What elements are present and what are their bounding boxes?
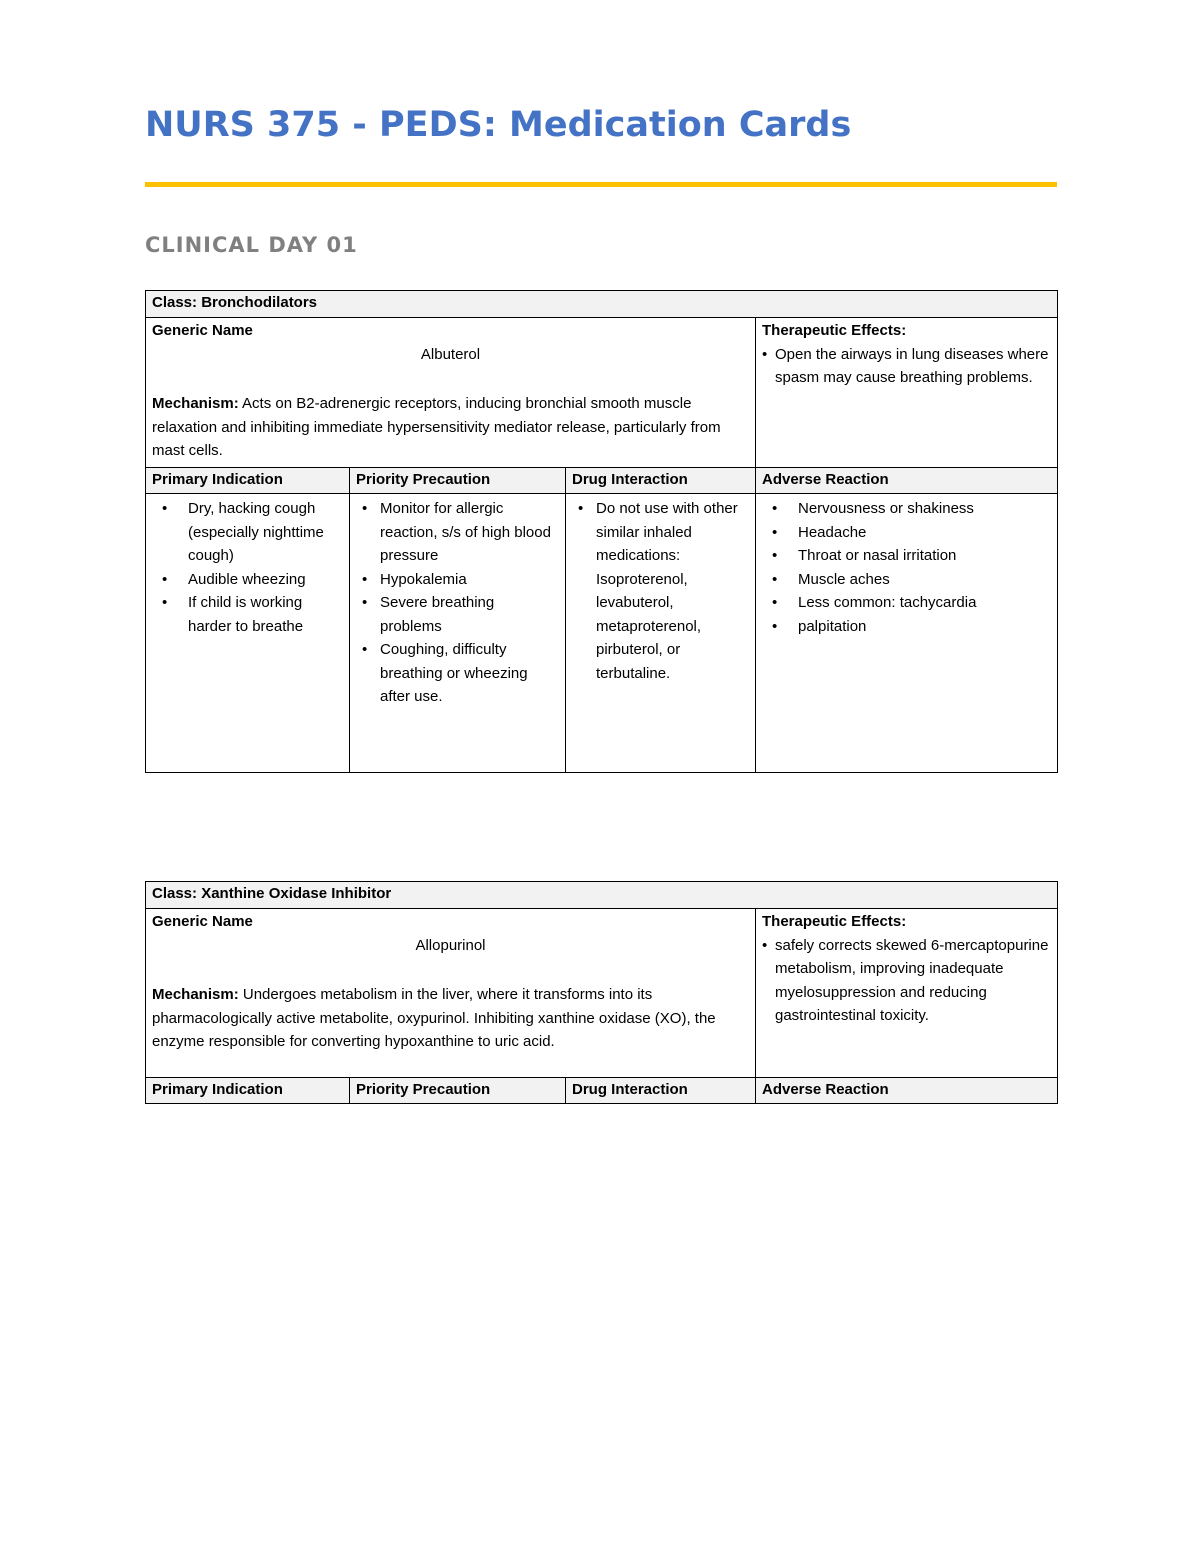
column-header-drug-interaction: Drug Interaction [566,1078,756,1104]
bullet-icon: • [762,345,768,363]
medication-card-bronchodilators [145,290,1058,773]
therapeutic-effects-list [762,934,1051,1028]
bullet-item [356,497,559,568]
page-title: NURS 375 - PEDS: Medication Cards [145,105,852,145]
bullet-icon: • [362,641,368,658]
bullet-icon: • [762,936,768,954]
bullet-text: Coughing, difficulty breathing or wheezing after use. [380,641,528,705]
bullet-item [152,497,343,568]
bullet-text: Do not use with other similar inhaled medications: Isoproterenol, levabuterol, metaproterenol, pirbuterol, or terbutaline. [596,500,738,682]
therapeutic-effects-label: Therapeutic Effects: [762,322,907,339]
therapeutic-effects-cell [756,318,1058,468]
bullet-text: palpitation [798,617,867,635]
bullet-item [572,497,749,685]
priority-precaution-cell [350,494,566,773]
table-row [146,909,1058,1078]
bullet-text: Headache [798,523,867,541]
bullet-icon: • [772,594,778,611]
column-header-drug-interaction: Drug Interaction [566,468,756,494]
generic-name-cell [146,318,756,468]
bullet-item [762,497,1051,521]
mechanism-paragraph [152,392,749,463]
bullet-item [152,568,343,592]
bullet-item [762,544,1051,568]
bullet-icon: • [578,500,584,517]
bullet-text: safely corrects skewed 6-mercaptopurine metabolism, improving inadequate myelosuppression and reducing gastrointestinal toxicity. [775,936,1049,1024]
drug-name: Albuterol [420,345,481,363]
mechanism-label: Mechanism: [152,986,239,1003]
bullet-text: Open the airways in lung diseases where spasm may cause breathing problems. [775,345,1049,386]
mechanism-label: Mechanism: [152,395,239,412]
bullet-icon: • [772,547,778,564]
spacer [152,366,749,392]
bullet-text: Dry, hacking cough (especially nighttime cough) [188,500,324,564]
mechanism-text: Undergoes metabolism in the liver, where it transforms into its pharmacologically active metabolite, oxypurinol. Inhibiting xanthine oxidase (XO), the enzyme responsible for converting hypoxanthine to uric acid. [152,986,716,1050]
bullet-icon: • [772,617,778,635]
priority-precaution-list [356,495,559,709]
generic-name-label: Generic Name [152,322,253,339]
bullet-icon: • [162,594,168,611]
adverse-reaction-list [762,495,1051,638]
bullet-item [762,521,1051,545]
therapeutic-effects-list [762,343,1051,390]
table-row [146,882,1058,909]
spacer [152,957,749,983]
therapeutic-effects-cell [756,909,1058,1078]
column-header-priority-precaution: Priority Precaution [350,468,566,494]
table-row [146,494,1058,773]
medication-card-xanthine-oxidase-inhibitor [145,881,1058,1104]
bullet-text: Severe breathing problems [380,594,495,635]
drug-interaction-cell [566,494,756,773]
bullet-text: If child is working harder to breathe [188,594,304,635]
drug-interaction-list [572,495,749,685]
class-label: Class: Xanthine Oxidase Inhibitor [146,882,1058,909]
generic-name-label: Generic Name [152,913,253,930]
section-heading: CLINICAL DAY 01 [145,233,358,257]
bullet-item [152,591,343,638]
bullet-icon: • [162,500,168,517]
bullet-text: Less common: tachycardia [798,594,977,611]
bullet-text: Nervousness or shakiness [798,500,974,517]
bullet-icon: • [772,570,778,588]
bullet-icon: • [362,500,368,517]
bullet-text: Hypokalemia [380,570,467,588]
bullet-text: Monitor for allergic reaction, s/s of high blood pressure [380,500,551,564]
column-header-adverse-reaction: Adverse Reaction [756,1078,1058,1104]
table-row [146,1078,1058,1104]
bullet-item [762,568,1051,592]
bullet-text: Muscle aches [798,570,890,588]
column-header-adverse-reaction: Adverse Reaction [756,468,1058,494]
bullet-icon: • [772,523,778,541]
bullet-item [762,343,1051,390]
adverse-reaction-cell [756,494,1058,773]
bullet-item [762,591,1051,615]
mechanism-paragraph [152,983,749,1054]
primary-indication-list [152,495,343,638]
column-header-priority-precaution: Priority Precaution [350,1078,566,1104]
bullet-icon: • [362,570,368,588]
bullet-item [356,591,559,638]
bullet-item [356,568,559,592]
class-label: Class: Bronchodilators [146,291,1058,318]
column-header-primary-indication: Primary Indication [146,1078,350,1104]
bullet-item [356,638,559,709]
primary-indication-cell [146,494,350,773]
mechanism-text: Acts on B2-adrenergic receptors, inducing bronchial smooth muscle relaxation and inhibiting immediate hypersensitivity mediator release, particularly from mast cells. [152,395,721,459]
drug-name: Allopurinol [415,936,486,954]
generic-name-cell [146,909,756,1078]
bullet-icon: • [772,500,778,517]
therapeutic-effects-label: Therapeutic Effects: [762,913,907,930]
bullet-icon: • [362,594,368,611]
table-row [146,291,1058,318]
bullet-text: Audible wheezing [188,570,306,588]
bullet-icon: • [162,570,168,588]
bullet-item [762,615,1051,639]
table-row [146,468,1058,494]
table-row [146,318,1058,468]
bullet-item [762,934,1051,1028]
column-header-primary-indication: Primary Indication [146,468,350,494]
bullet-text: Throat or nasal irritation [798,547,957,564]
